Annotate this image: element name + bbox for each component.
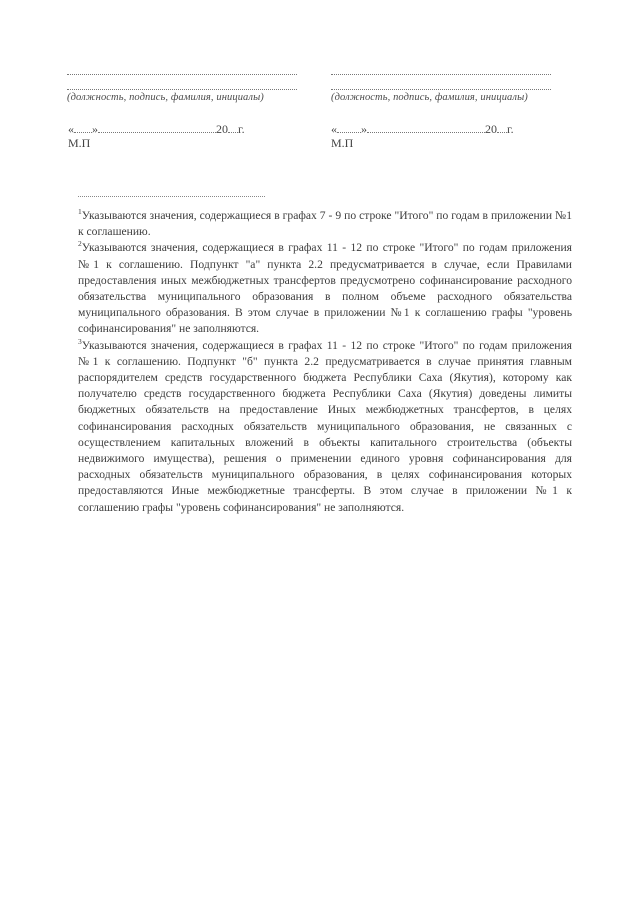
signature-block-left — [67, 66, 297, 103]
year-blank — [228, 123, 238, 133]
footnote-marker: 1 — [78, 207, 82, 216]
footnote — [78, 240, 572, 337]
year-blank — [497, 123, 507, 133]
footnote-marker: 3 — [78, 336, 82, 346]
signature-line — [67, 66, 297, 75]
stamp-label: М.П — [331, 136, 354, 150]
year-prefix: 20 — [216, 122, 228, 136]
month-blank — [98, 123, 216, 133]
footnote — [78, 338, 572, 516]
day-blank — [74, 123, 92, 133]
day-blank — [337, 123, 361, 133]
date-quote-close: » — [92, 122, 98, 136]
signature-block-right — [331, 66, 551, 103]
date-quote-open: « — [331, 122, 337, 136]
footnote-text: Указываются значения, содержащиеся в графах 11 - 12 по строке "Итого" по годам приложения №1 к соглашению. Подпункт "б" пункта 2.2 предусматривается в случае принятия главным распорядителем средств государственного бюджета Республики Саха (Якутия), которому как получателю средств государственного бюджета Республики Саха (Якутия) доведены лимиты бюджетных обязательств на предоставление Иных межбюджетных трансфертов, в целях софинансирования расходных обязательств муниципального образования, не связанных с осуществлением капитальных вложений в объекты капитального строительства (объекты недвижимого имущества), решения о применении единого уровня софинансирования для расходных обязательств муниципального образования, в целях софинансирования которых предоставляются Иные межбюджетные трансферты. В этом случае в приложении №1 к соглашению графы "уровень софинансирования" не заполняются. — [78, 338, 572, 514]
footnotes — [78, 208, 572, 516]
date-quote-open: « — [68, 122, 74, 136]
date-field-right — [331, 122, 514, 150]
signature-line — [331, 81, 551, 90]
date-quote-close: » — [361, 122, 367, 136]
footnote-text: Указываются значения, содержащиеся в графах 11 - 12 по строке "Итого" по годам приложения №1 к соглашению. Подпункт "а" пункта 2.2 предусматривается в случае, если Правилами предоставления иных межбюджетных трансфертов предусмотрено софинансирование расходного обязательства муниципального образования в полном объеме расходного обязательства муниципального образования. В этом случае в приложении №1 к соглашению графы "уровень софинансирования" не заполняются. — [78, 241, 572, 336]
stamp-label: М.П — [68, 136, 91, 150]
footnote — [78, 208, 572, 240]
date-field-left — [68, 122, 245, 150]
month-blank — [367, 123, 485, 133]
year-suffix: г. — [238, 122, 245, 136]
year-prefix: 20 — [485, 122, 497, 136]
signature-line — [67, 81, 297, 90]
footnote-marker: 2 — [78, 239, 82, 249]
signature-caption: (должность, подпись, фамилия, инициалы) — [67, 92, 264, 103]
signature-line — [331, 66, 551, 75]
signature-caption: (должность, подпись, фамилия, инициалы) — [331, 92, 528, 103]
year-suffix: г. — [507, 122, 514, 136]
footnote-separator — [78, 196, 265, 197]
footnote-text: Указываются значения, содержащиеся в графах 7 - 9 по строке "Итого" по годам в приложении №1 к соглашению. — [78, 209, 572, 239]
